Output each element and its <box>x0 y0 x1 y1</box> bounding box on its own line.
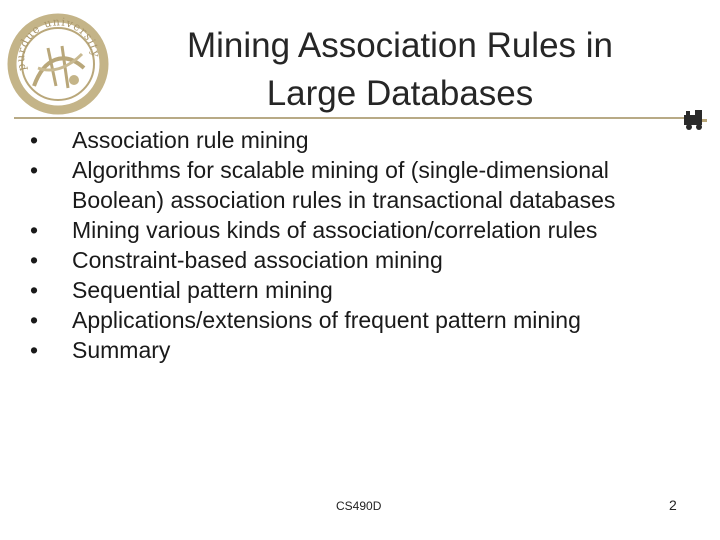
bullet-item: • Applications/extensions of frequent pattern mining <box>20 305 700 335</box>
title-divider <box>14 117 690 119</box>
bullet-item: • Mining various kinds of association/correlation rules <box>20 215 700 245</box>
footer-course-code: CS490D <box>336 499 382 513</box>
bullet-item: • Sequential pattern mining <box>20 275 700 305</box>
slide-title <box>120 22 680 118</box>
bullet-item: • Association rule mining <box>20 125 700 155</box>
bullet-item: • Algorithms for scalable mining of (single-dimensional Boolean) association rules in transactional databases <box>20 155 700 215</box>
bullet-item: • Summary <box>20 335 700 365</box>
slide-title-line-2: Large Databases <box>266 74 534 113</box>
university-seal-logo <box>4 8 112 116</box>
slide-title-line-1: Mining Association Rules in <box>186 26 614 65</box>
bullet-item: • Constraint-based association mining <box>20 245 700 275</box>
svg-text:purdue university: purdue university <box>14 15 103 73</box>
page-number: 2 <box>669 497 677 513</box>
bullet-list <box>20 125 700 365</box>
